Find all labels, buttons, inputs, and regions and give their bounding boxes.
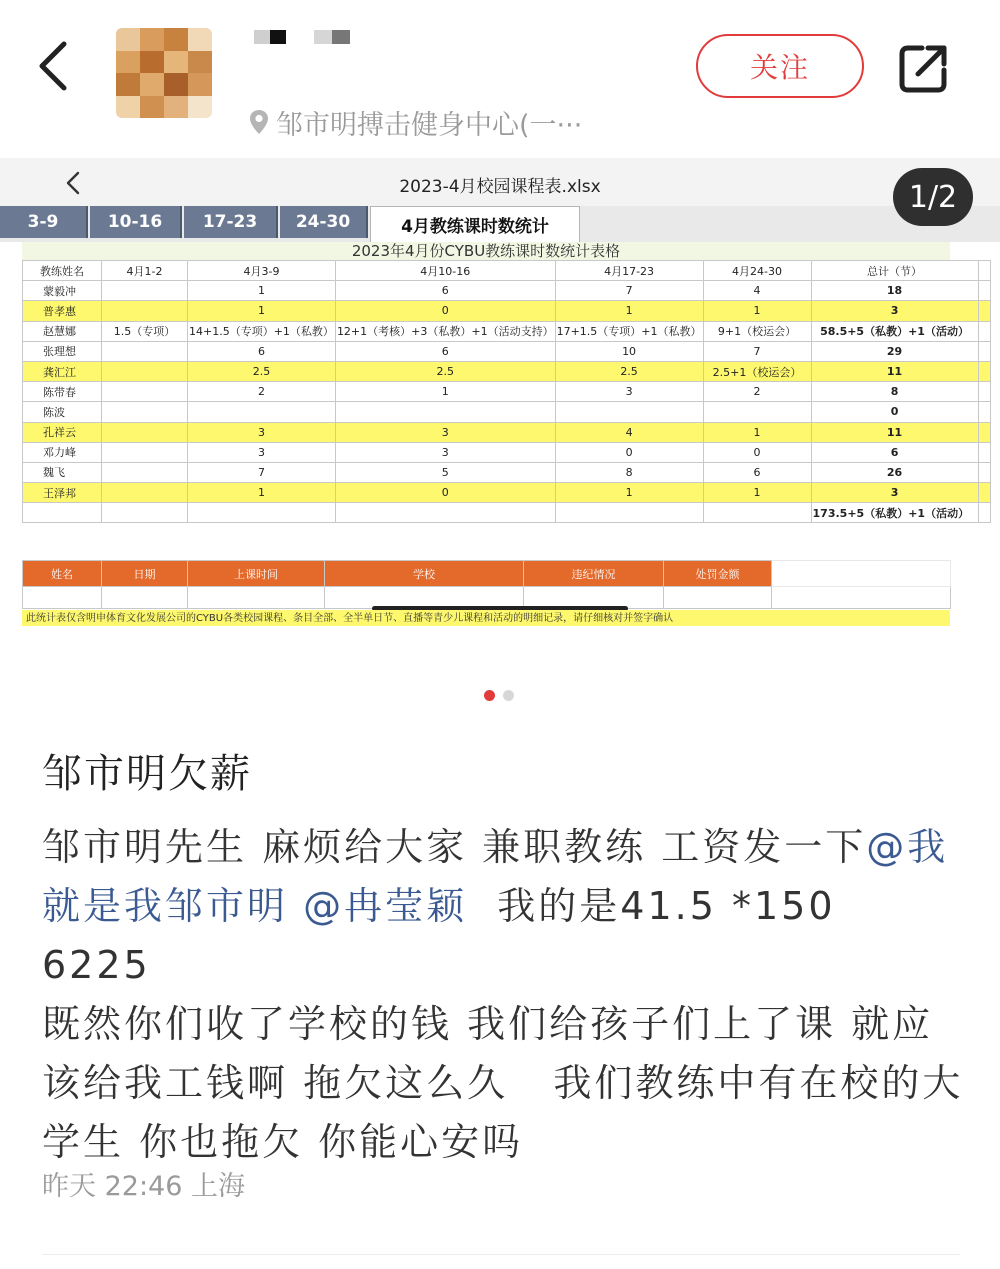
table-cell: 7 <box>555 281 703 301</box>
penalty-empty-cell <box>772 561 951 587</box>
carousel-dots <box>484 690 514 700</box>
table-cell: 3 <box>335 422 555 442</box>
table-cell <box>102 483 188 503</box>
table-cell: 2 <box>703 382 811 402</box>
table-cell: 6 <box>335 281 555 301</box>
sheet-tab-bar <box>0 206 1000 242</box>
penalty-header-cell: 学校 <box>325 561 524 587</box>
table-header-cell: 4月17-23 <box>555 261 703 281</box>
table-cell: 3 <box>188 442 336 462</box>
post-body <box>42 818 970 1172</box>
table-cell <box>102 503 188 523</box>
table-cell: 邓力峰 <box>23 442 102 462</box>
penalty-header-row <box>23 561 951 587</box>
penalty-empty-cell <box>772 587 951 609</box>
top-bar <box>0 0 1000 140</box>
table-cell <box>555 402 703 422</box>
chevron-left-icon <box>28 38 84 94</box>
penalty-header-cell: 处罚金额 <box>664 561 772 587</box>
table-cell: 8 <box>811 382 978 402</box>
table-cell: 9+1（校运会） <box>703 321 811 341</box>
table-cell: 0 <box>335 301 555 321</box>
table-cell <box>102 442 188 462</box>
divider <box>42 1254 960 1255</box>
table-cell: 8 <box>555 462 703 482</box>
table-cell: 7 <box>188 462 336 482</box>
table-cell: 6 <box>335 341 555 361</box>
sheet-tab: 24-30 <box>280 206 368 238</box>
table-cell: 2.5 <box>555 361 703 381</box>
table-cell <box>188 402 336 422</box>
avatar[interactable] <box>116 28 212 118</box>
table-header-cell: 4月3-9 <box>188 261 336 281</box>
post-title: 邹市明欠薪 <box>42 751 252 797</box>
table-header-cell: 总计（节） <box>811 261 978 281</box>
table-cell <box>555 503 703 523</box>
penalty-empty-cell <box>23 587 102 609</box>
table-cell: 3 <box>335 442 555 462</box>
table-empty-cell <box>978 261 990 281</box>
table-cell <box>703 503 811 523</box>
table-empty-cell <box>978 462 990 482</box>
table-empty-cell <box>978 442 990 462</box>
post-body-text: 我的是41.5 *150 6225 既然你们收了学校的钱 我们给孩子们上了课 就应该给我工钱啊 拖欠这么久 我们教练中有在校的大学生 你也拖欠 你能心安吗 <box>42 884 964 1164</box>
table-cell: 10 <box>555 341 703 361</box>
back-button[interactable] <box>28 38 84 94</box>
table-row <box>23 483 991 503</box>
table-cell: 2 <box>188 382 336 402</box>
table-cell: 0 <box>703 442 811 462</box>
user-mention-link[interactable]: @我就是我邹市明 <box>42 825 949 928</box>
table-cell: 1 <box>188 281 336 301</box>
table-cell: 6 <box>811 442 978 462</box>
sheet-tab-active: 4月教练课时数统计 <box>370 206 580 242</box>
table-empty-cell <box>978 301 990 321</box>
penalty-header-cell: 违纪情况 <box>524 561 664 587</box>
penalty-header-cell: 上课时间 <box>188 561 325 587</box>
table-empty-cell <box>978 503 990 523</box>
author-name-pixelated[interactable] <box>248 30 350 58</box>
penalty-empty-cell <box>102 587 188 609</box>
table-empty-cell <box>978 402 990 422</box>
table-cell <box>102 462 188 482</box>
spreadsheet-file-name: 2023-4月校园课程表.xlsx <box>399 177 601 197</box>
table-header-cell: 4月24-30 <box>703 261 811 281</box>
post-body-text <box>288 884 303 928</box>
table-cell: 陈波 <box>23 402 102 422</box>
sheet-tab: 3-9 <box>0 206 88 238</box>
table-cell: 张理想 <box>23 341 102 361</box>
table-header-cell: 4月10-16 <box>335 261 555 281</box>
table-cell <box>102 341 188 361</box>
table-cell: 29 <box>811 341 978 361</box>
table-cell <box>102 301 188 321</box>
table-cell: 3 <box>555 382 703 402</box>
table-cell: 6 <box>188 341 336 361</box>
table-cell <box>703 402 811 422</box>
image-page-counter: 1/2 <box>893 168 973 226</box>
table-cell <box>335 402 555 422</box>
table-cell: 11 <box>811 422 978 442</box>
sheet-tab: 10-16 <box>90 206 182 238</box>
penalty-table <box>22 560 951 609</box>
table-cell: 王泽邦 <box>23 483 102 503</box>
table-empty-cell <box>978 483 990 503</box>
post-timestamp-location: 昨天 22:46 上海 <box>42 1171 245 1202</box>
table-cell: 173.5+5（私教）+1（活动） <box>811 503 978 523</box>
table-cell <box>102 402 188 422</box>
table-row <box>23 301 991 321</box>
table-row <box>23 341 991 361</box>
table-cell: 5 <box>335 462 555 482</box>
penalty-empty-cell <box>188 587 325 609</box>
user-mention-link[interactable]: @冉莹颖 <box>303 884 468 928</box>
table-cell: 普孝惠 <box>23 301 102 321</box>
location-text: 邹市明搏击健身中心(一··· <box>276 109 583 141</box>
table-cell: 1 <box>703 301 811 321</box>
image-carousel[interactable] <box>0 158 1000 626</box>
table-empty-cell <box>978 361 990 381</box>
table-cell: 4 <box>703 281 811 301</box>
table-row <box>23 281 991 301</box>
penalty-empty-cell <box>664 587 772 609</box>
table-cell: 陈带春 <box>23 382 102 402</box>
table-cell: 3 <box>811 301 978 321</box>
table-cell: 1 <box>555 483 703 503</box>
table-cell: 4 <box>555 422 703 442</box>
table-cell: 3 <box>811 483 978 503</box>
table-cell: 孔祥云 <box>23 422 102 442</box>
share-button[interactable] <box>896 40 952 96</box>
penalty-header-cell: 姓名 <box>23 561 102 587</box>
table-cell: 0 <box>811 402 978 422</box>
follow-button[interactable]: 关注 <box>696 34 864 98</box>
table-cell: 2.5 <box>188 361 336 381</box>
sheet-tab: 17-23 <box>184 206 278 238</box>
table-row <box>23 422 991 442</box>
coach-hours-table <box>22 260 991 523</box>
spreadsheet-grid <box>0 242 1000 626</box>
table-cell <box>102 382 188 402</box>
table-row <box>23 442 991 462</box>
table-cell: 1 <box>703 483 811 503</box>
carousel-dot-active[interactable] <box>484 690 495 701</box>
table-cell <box>335 503 555 523</box>
table-cell: 2.5 <box>335 361 555 381</box>
post-body-text: 邹市明先生 麻烦给大家 兼职教练 工资发一下 <box>42 825 867 869</box>
table-row <box>23 361 991 381</box>
table-row <box>23 382 991 402</box>
table-cell <box>23 503 102 523</box>
table-cell: 赵慧娜 <box>23 321 102 341</box>
table-header-cell: 4月1-2 <box>102 261 188 281</box>
table-cell: 7 <box>703 341 811 361</box>
share-icon <box>896 40 952 96</box>
table-empty-cell <box>978 382 990 402</box>
table-cell: 1 <box>555 301 703 321</box>
table-empty-cell <box>978 321 990 341</box>
table-row <box>23 503 991 523</box>
table-cell <box>102 422 188 442</box>
spreadsheet-titlebar <box>0 158 1000 208</box>
table-cell: 1 <box>703 422 811 442</box>
location-pin-icon <box>248 108 270 136</box>
table-row <box>23 462 991 482</box>
penalty-header-cell: 日期 <box>102 561 188 587</box>
table-row <box>23 321 991 341</box>
table-cell: 1.5（专项） <box>102 321 188 341</box>
table-cell: 1 <box>335 382 555 402</box>
table-cell <box>188 503 336 523</box>
carousel-dot[interactable] <box>503 690 514 701</box>
table-cell: 58.5+5（私教）+1（活动） <box>811 321 978 341</box>
table-cell: 17+1.5（专项）+1（私教） <box>555 321 703 341</box>
table-header-row <box>23 261 991 281</box>
table-cell: 6 <box>703 462 811 482</box>
sheet-note: 此统计表仅含明申体育文化发展公司的CYBU各类校园课程、条目全部、全半单日节、直播等青少儿课程和活动的明细记录，请仔细核对并签字确认 <box>22 610 950 626</box>
author-info <box>248 30 648 141</box>
table-cell: 11 <box>811 361 978 381</box>
table-cell: 12+1（考核）+3（私教）+1（活动支持） <box>335 321 555 341</box>
table-cell: 0 <box>335 483 555 503</box>
table-empty-cell <box>978 281 990 301</box>
table-cell: 0 <box>555 442 703 462</box>
table-cell <box>102 281 188 301</box>
location-label[interactable] <box>248 102 582 142</box>
sheet-table-title: 2023年4月份CYBU教练课时数统计表格 <box>22 242 950 260</box>
table-cell: 3 <box>188 422 336 442</box>
table-cell: 26 <box>811 462 978 482</box>
table-cell: 1 <box>188 301 336 321</box>
table-cell <box>102 361 188 381</box>
table-empty-cell <box>978 341 990 361</box>
table-cell: 蒙毅冲 <box>23 281 102 301</box>
table-cell: 1 <box>188 483 336 503</box>
table-cell: 魏飞 <box>23 462 102 482</box>
table-cell: 18 <box>811 281 978 301</box>
table-cell: 2.5+1（校运会） <box>703 361 811 381</box>
table-header-cell: 教练姓名 <box>23 261 102 281</box>
table-cell: 龚汇江 <box>23 361 102 381</box>
table-row <box>23 402 991 422</box>
table-empty-cell <box>978 422 990 442</box>
table-cell: 14+1.5（专项）+1（私教） <box>188 321 336 341</box>
